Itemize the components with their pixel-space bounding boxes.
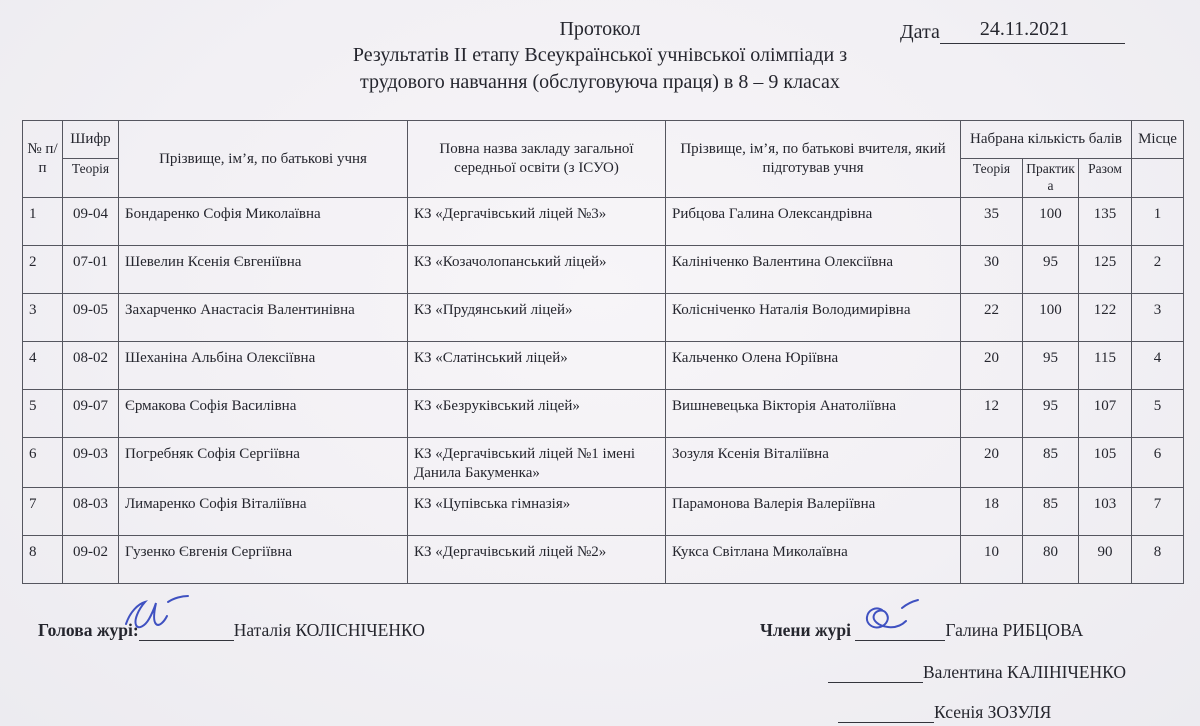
- cell-school: КЗ «Дергачівський ліцей №2»: [408, 536, 666, 584]
- date-underline-lead: [940, 22, 976, 44]
- cell-total-score: 103: [1079, 488, 1132, 536]
- cell-place: 1: [1132, 197, 1184, 245]
- cell-place: 4: [1132, 341, 1184, 389]
- col-header-points-group: Набрана кількість балів: [961, 121, 1132, 159]
- cell-student: Погребняк Софія Сергіївна: [119, 437, 408, 487]
- cell-num: 8: [23, 536, 63, 584]
- cell-place: 8: [1132, 536, 1184, 584]
- cell-practice-score: 80: [1023, 536, 1079, 584]
- cell-practice-score: 95: [1023, 245, 1079, 293]
- cell-total-score: 90: [1079, 536, 1132, 584]
- jury-member3-signature-line: [838, 703, 934, 723]
- cell-school: КЗ «Цупівська гімназія»: [408, 488, 666, 536]
- cell-theory-score: 22: [961, 293, 1023, 341]
- table-row: [23, 197, 1184, 245]
- title-line-2: Результатів ІІ етапу Всеукраїнської учнівської олімпіади з: [352, 44, 848, 67]
- jury-member-line-2: [828, 662, 1126, 683]
- cell-teacher: Колісніченко Наталія Володимирівна: [666, 293, 961, 341]
- table-row: [23, 488, 1184, 536]
- jury-members-label: Члени журі: [760, 620, 852, 640]
- col-header-num: № п/п: [23, 121, 63, 198]
- jury-head-signature-line: [139, 621, 234, 641]
- cell-school: КЗ «Прудянський ліцей»: [408, 293, 666, 341]
- cell-student: Гузенко Євгенія Сергіївна: [119, 536, 408, 584]
- date-field: [900, 18, 1125, 44]
- cell-cipher: 09-05: [63, 293, 119, 341]
- cell-practice-score: 95: [1023, 389, 1079, 437]
- cell-practice-score: 85: [1023, 437, 1079, 487]
- cell-school: КЗ «Дергачівський ліцей №3»: [408, 197, 666, 245]
- col-header-teacher: Прізвище, ім’я, по батькові вчителя, який підготував учня: [666, 121, 961, 198]
- table-row: [23, 293, 1184, 341]
- cell-cipher: 07-01: [63, 245, 119, 293]
- cell-teacher: Зозуля Ксенія Віталіївна: [666, 437, 961, 487]
- cell-teacher: Рибцова Галина Олександрівна: [666, 197, 961, 245]
- cell-school: КЗ «Дергачівський ліцей №1 імені Данила Бакуменка»: [408, 437, 666, 487]
- cell-teacher: Кальченко Олена Юріївна: [666, 341, 961, 389]
- col-subheader-practice: Практика: [1023, 159, 1079, 198]
- title-line-3: трудового навчання (обслуговуюча праця) в 8 – 9 класах: [360, 70, 840, 93]
- jury-member2-name: Валентина КАЛІНІЧЕНКО: [923, 662, 1127, 682]
- cell-theory-score: 30: [961, 245, 1023, 293]
- cell-num: 4: [23, 341, 63, 389]
- jury-member-line-3: [838, 702, 1051, 723]
- col-subheader-theory: Теорія: [961, 159, 1023, 198]
- cell-num: 7: [23, 488, 63, 536]
- cell-num: 2: [23, 245, 63, 293]
- cell-student: Лимаренко Софія Віталіївна: [119, 488, 408, 536]
- date-value: 24.11.2021: [976, 18, 1073, 44]
- cell-place: 7: [1132, 488, 1184, 536]
- col-header-cipher: Шифр: [63, 121, 119, 159]
- cell-cipher: 09-03: [63, 437, 119, 487]
- cell-teacher: Парамонова Валерія Валеріївна: [666, 488, 961, 536]
- jury-member-line-1: [760, 620, 1083, 641]
- table-row: [23, 341, 1184, 389]
- cell-practice-score: 100: [1023, 293, 1079, 341]
- cell-theory-score: 12: [961, 389, 1023, 437]
- cell-practice-score: 95: [1023, 341, 1079, 389]
- col-header-place: Місце: [1132, 121, 1184, 159]
- cell-num: 6: [23, 437, 63, 487]
- cell-place: 2: [1132, 245, 1184, 293]
- cell-student: Шевелин Ксенія Євгеніївна: [119, 245, 408, 293]
- cell-practice-score: 100: [1023, 197, 1079, 245]
- table-row: [23, 245, 1184, 293]
- cell-cipher: 09-07: [63, 389, 119, 437]
- table-row: [23, 389, 1184, 437]
- cell-school: КЗ «Козачолопанський ліцей»: [408, 245, 666, 293]
- col-header-school: Повна назва закладу загальної середньої освіти (з ІСУО): [408, 121, 666, 198]
- cell-student: Єрмакова Софія Василівна: [119, 389, 408, 437]
- cell-theory-score: 18: [961, 488, 1023, 536]
- col-subheader-cipher-theory: Теорія: [63, 159, 119, 198]
- cell-theory-score: 35: [961, 197, 1023, 245]
- cell-place: 3: [1132, 293, 1184, 341]
- jury-member1-signature-line: [855, 621, 945, 641]
- results-table: [22, 120, 1184, 584]
- cell-place: 5: [1132, 389, 1184, 437]
- cell-cipher: 08-02: [63, 341, 119, 389]
- date-label: Дата: [900, 21, 940, 43]
- cell-student: Бондаренко Софія Миколаївна: [119, 197, 408, 245]
- date-underline-tail: [1073, 22, 1125, 44]
- cell-student: Шеханіна Альбіна Олексіївна: [119, 341, 408, 389]
- cell-theory-score: 10: [961, 536, 1023, 584]
- cell-student: Захарченко Анастасія Валентинівна: [119, 293, 408, 341]
- cell-school: КЗ «Безруківський ліцей»: [408, 389, 666, 437]
- cell-theory-score: 20: [961, 437, 1023, 487]
- col-header-student: Прізвище, ім’я, по батькові учня: [119, 121, 408, 198]
- cell-teacher: Кукса Світлана Миколаївна: [666, 536, 961, 584]
- cell-total-score: 115: [1079, 341, 1132, 389]
- document-title: [200, 16, 1000, 95]
- cell-practice-score: 85: [1023, 488, 1079, 536]
- cell-total-score: 105: [1079, 437, 1132, 487]
- jury-member2-signature-line: [828, 663, 923, 683]
- col-subheader-total: Разом: [1079, 159, 1132, 198]
- cell-cipher: 09-02: [63, 536, 119, 584]
- col-subheader-place-empty: [1132, 159, 1184, 198]
- cell-num: 1: [23, 197, 63, 245]
- cell-num: 5: [23, 389, 63, 437]
- cell-total-score: 122: [1079, 293, 1132, 341]
- cell-place: 6: [1132, 437, 1184, 487]
- cell-teacher: Калініченко Валентина Олексіївна: [666, 245, 961, 293]
- table-row: [23, 536, 1184, 584]
- cell-total-score: 125: [1079, 245, 1132, 293]
- cell-total-score: 135: [1079, 197, 1132, 245]
- jury-head-name: Наталія КОЛІСНІЧЕНКО: [233, 620, 425, 640]
- jury-head-line: [38, 620, 425, 641]
- cell-cipher: 08-03: [63, 488, 119, 536]
- cell-theory-score: 20: [961, 341, 1023, 389]
- jury-member1-name: Галина РИБЦОВА: [945, 620, 1084, 640]
- cell-cipher: 09-04: [63, 197, 119, 245]
- cell-total-score: 107: [1079, 389, 1132, 437]
- cell-num: 3: [23, 293, 63, 341]
- jury-head-label: Голова журі:: [38, 620, 139, 640]
- cell-school: КЗ «Слатінський ліцей»: [408, 341, 666, 389]
- table-row: [23, 437, 1184, 487]
- title-line-1: Протокол: [559, 18, 641, 40]
- cell-teacher: Вишневецька Вікторія Анатоліївна: [666, 389, 961, 437]
- jury-member3-name: Ксенія ЗОЗУЛЯ: [934, 702, 1052, 722]
